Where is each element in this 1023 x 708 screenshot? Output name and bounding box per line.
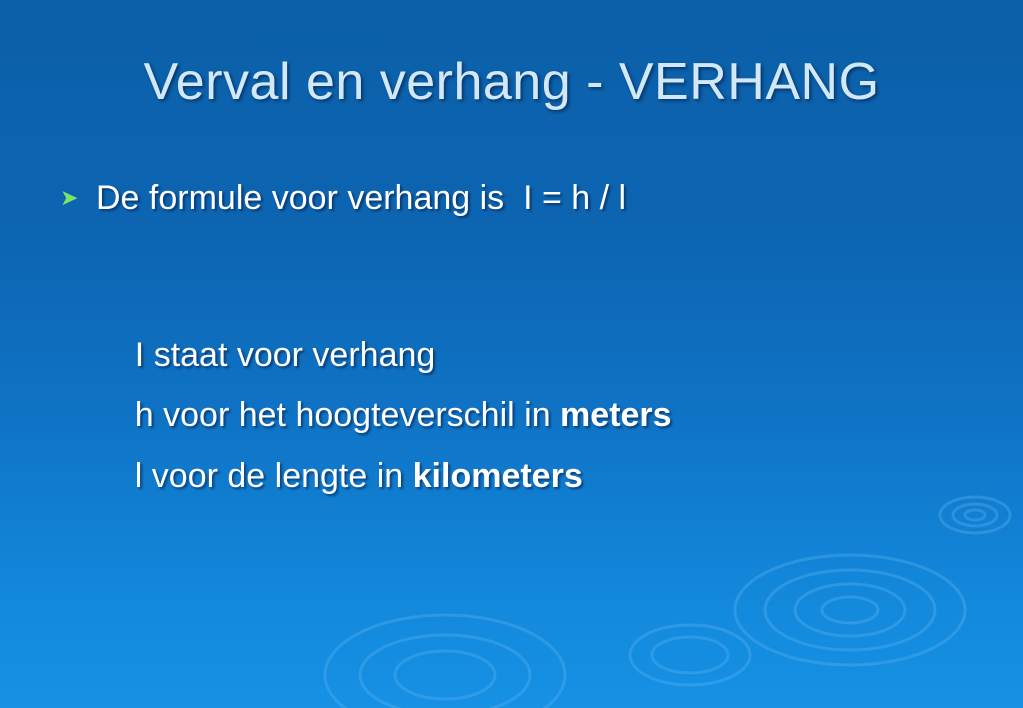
ripple-ring [822, 597, 878, 623]
ripple-ring [765, 570, 935, 650]
ripple-ring [953, 504, 997, 526]
unit-emphasis: kilometers [412, 457, 583, 495]
definition-line-lengte [97, 418, 583, 535]
ripple-ring [630, 625, 750, 685]
line-text: I staat voor verhang [134, 336, 436, 374]
bullet-text: De formule voor verhang is I = h / l [96, 178, 627, 217]
line-text: l voor de lengte in [134, 457, 413, 495]
ripple-ring [325, 615, 565, 708]
unit-emphasis: meters [560, 396, 672, 434]
ripple-ring [965, 510, 985, 520]
arrow-bullet-icon: ➤ [60, 185, 79, 210]
ripple-ring [395, 651, 495, 699]
line-text: h voor het hoogteverschil in [134, 396, 561, 434]
slide-title: Verval en verhang - VERHANG [143, 53, 880, 111]
ripple-ring [795, 584, 905, 636]
bullet-item [60, 172, 960, 224]
ripple-ring [652, 637, 728, 673]
ripple-ring [360, 635, 530, 708]
ripple-ring [940, 497, 1010, 533]
